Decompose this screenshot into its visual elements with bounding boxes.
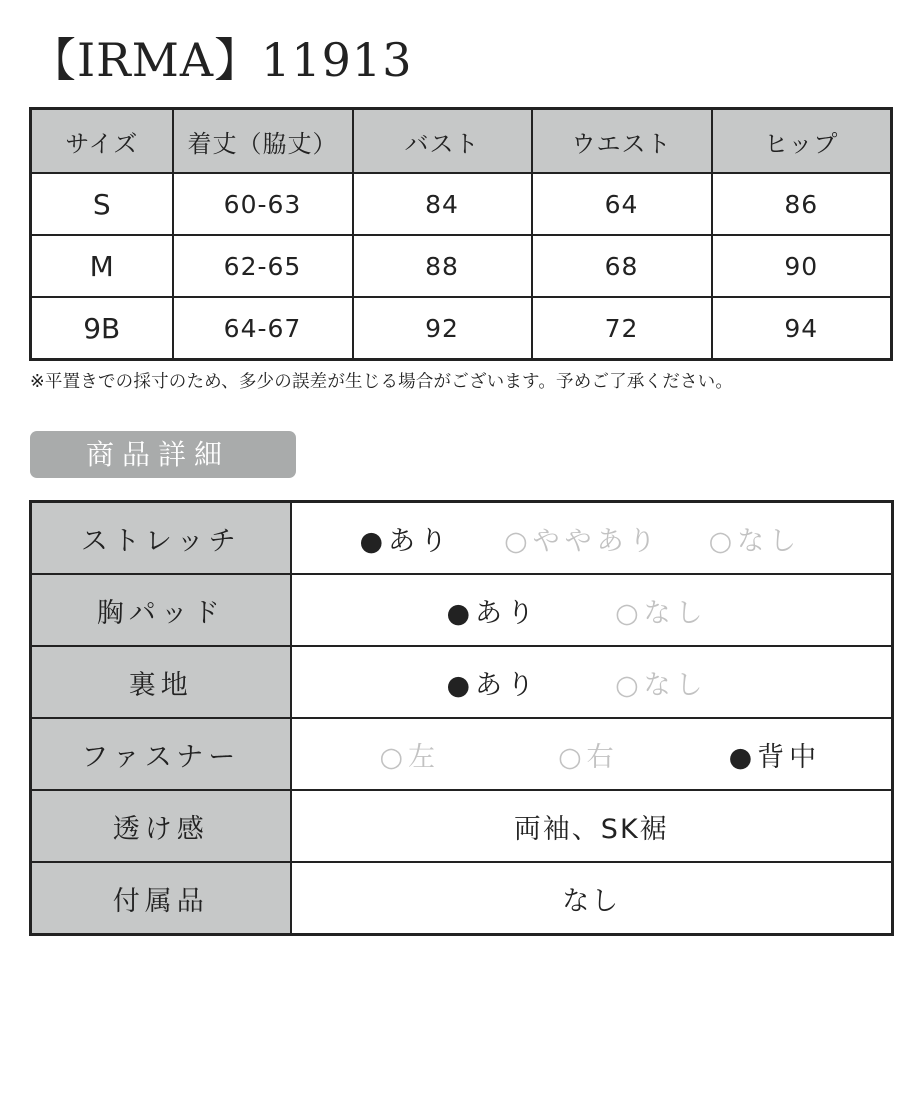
fastener-option-left: ○左 xyxy=(379,741,441,773)
size-table-header-row xyxy=(31,109,892,174)
header-waist: ウエスト xyxy=(532,109,712,174)
length-cell: 60-63 xyxy=(173,173,353,235)
bust-cell: 84 xyxy=(353,173,532,235)
lining-label: 裏地 xyxy=(31,646,291,718)
header-bust: バスト xyxy=(353,109,532,174)
hip-cell: 86 xyxy=(712,173,892,235)
accessories-value: なし xyxy=(291,862,893,935)
waist-cell: 72 xyxy=(532,297,712,360)
length-cell: 62-65 xyxy=(173,235,353,297)
section-header: 商品詳細 xyxy=(30,431,296,478)
fastener-options xyxy=(291,718,893,790)
detail-row-pad xyxy=(31,574,893,646)
fastener-label: ファスナー xyxy=(31,718,291,790)
header-length: 着丈（脇丈） xyxy=(173,109,353,174)
measurement-note: ※平置きでの採寸のため、多少の誤差が生じる場合がございます。予めご了承ください。 xyxy=(30,372,734,392)
hip-cell: 90 xyxy=(712,235,892,297)
size-cell: 9B xyxy=(31,297,173,360)
detail-table xyxy=(29,500,894,936)
pad-option-yes: ●あり xyxy=(446,597,540,629)
accessories-label: 付属品 xyxy=(31,862,291,935)
sheer-value: 両袖、SK裾 xyxy=(291,790,893,862)
size-table xyxy=(29,107,893,361)
table-row xyxy=(31,297,892,360)
detail-row-fastener xyxy=(31,718,893,790)
stretch-label: ストレッチ xyxy=(31,502,291,575)
sheer-label: 透け感 xyxy=(31,790,291,862)
stretch-option-slight: ○ややあり xyxy=(504,525,661,557)
lining-option-yes: ●あり xyxy=(446,669,540,701)
hip-cell: 94 xyxy=(712,297,892,360)
table-row xyxy=(31,173,892,235)
detail-row-stretch xyxy=(31,502,893,575)
stretch-option-no: ○なし xyxy=(708,525,802,557)
lining-option-no: ○なし xyxy=(615,669,708,701)
detail-row-sheer xyxy=(31,790,893,862)
waist-cell: 64 xyxy=(532,173,712,235)
table-row xyxy=(31,235,892,297)
header-size: サイズ xyxy=(31,109,173,174)
header-hip: ヒップ xyxy=(712,109,892,174)
detail-row-lining xyxy=(31,646,893,718)
pad-options xyxy=(291,574,893,646)
detail-row-accessories xyxy=(31,862,893,935)
lining-options xyxy=(291,646,893,718)
length-cell: 64-67 xyxy=(173,297,353,360)
stretch-option-yes: ●あり xyxy=(359,525,453,557)
size-cell: M xyxy=(31,235,173,297)
pad-option-no: ○なし xyxy=(615,597,708,629)
bust-cell: 88 xyxy=(353,235,532,297)
fastener-option-back: ●背中 xyxy=(728,741,822,773)
size-cell: S xyxy=(31,173,173,235)
bust-cell: 92 xyxy=(353,297,532,360)
stretch-options xyxy=(291,502,893,575)
pad-label: 胸パッド xyxy=(31,574,291,646)
fastener-option-right: ○右 xyxy=(558,741,619,773)
waist-cell: 68 xyxy=(532,235,712,297)
product-title: 【IRMA】11913 xyxy=(30,33,413,87)
